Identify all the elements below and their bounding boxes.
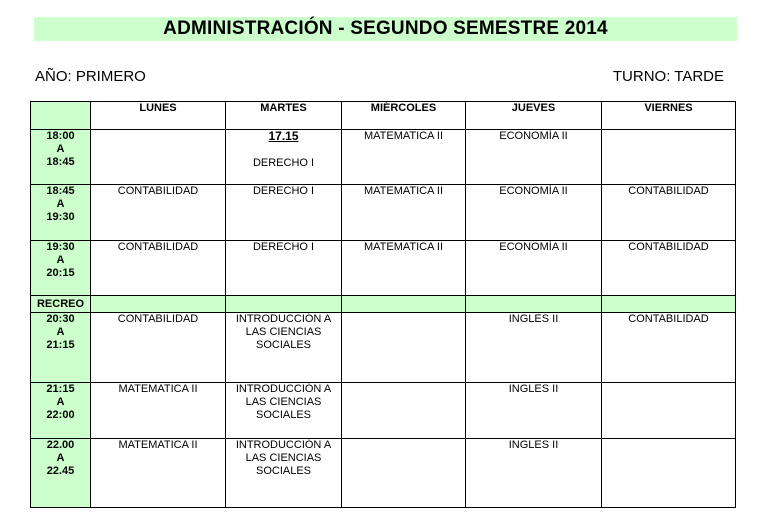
time-slot	[31, 383, 91, 439]
time-slot	[31, 130, 91, 185]
page-title: ADMINISTRACIÓN - SEGUNDO SEMESTRE 2014	[34, 17, 737, 41]
break-label: RECREO	[31, 296, 91, 313]
subject-label: MATEMATICA II	[363, 130, 444, 142]
schedule-row	[31, 185, 736, 241]
time-slot-part: 20:30	[46, 313, 75, 325]
subject-label: MATEMATICA II	[363, 185, 444, 197]
class-cell-lunes	[91, 185, 226, 241]
class-cell-miercoles	[342, 185, 466, 241]
schedule-row	[31, 383, 736, 439]
class-cell-viernes	[602, 130, 736, 185]
class-cell-jueves	[466, 383, 602, 439]
time-slot-part: 18:45	[46, 185, 75, 197]
subject-label: DERECHO I	[252, 241, 315, 253]
schedule-row	[31, 439, 736, 508]
class-cell-martes	[226, 383, 342, 439]
shift-label: TURNO: TARDE	[612, 68, 724, 85]
time-note: 17.15	[268, 129, 299, 143]
subject-label: INGLES II	[508, 439, 559, 451]
subject-label: INTRODUCCIÓN A LAS CIENCIAS SOCIALES	[235, 313, 332, 351]
subject-label: CONTABILIDAD	[117, 185, 199, 197]
break-cell	[342, 296, 466, 313]
subject-label: INTRODUCCIÓN A LAS CIENCIAS SOCIALES	[235, 439, 332, 477]
class-cell-lunes	[91, 383, 226, 439]
class-cell-viernes	[602, 313, 736, 383]
subject-label: INTRODUCCIÓN A LAS CIENCIAS SOCIALES	[235, 383, 332, 421]
break-cell	[226, 296, 342, 313]
day-header-lunes: LUNES	[91, 102, 226, 130]
time-slot-part: 18:45	[46, 156, 75, 168]
subject-label: CONTABILIDAD	[628, 313, 709, 325]
class-cell-lunes	[91, 313, 226, 383]
subject-label: CONTABILIDAD	[117, 241, 199, 253]
break-cell	[602, 296, 736, 313]
break-row	[31, 296, 736, 313]
day-header-miercoles: MIÉRCOLES	[342, 102, 466, 130]
subject-label: MATEMATICA II	[118, 439, 198, 451]
class-cell-miercoles	[342, 241, 466, 296]
time-slot	[31, 439, 91, 508]
subject-label: DERECHO I	[252, 157, 315, 169]
time-slot-part: 19:30	[46, 211, 75, 223]
class-cell-lunes	[91, 241, 226, 296]
time-slot-part: A	[56, 198, 65, 210]
break-cell	[91, 296, 226, 313]
class-cell-miercoles	[342, 439, 466, 508]
class-cell-martes	[226, 439, 342, 508]
header-corner	[31, 102, 91, 130]
time-slot-part: A	[56, 254, 65, 266]
subject-label: ECONOMÍA II	[499, 130, 568, 142]
class-cell-viernes	[602, 439, 736, 508]
class-cell-viernes	[602, 241, 736, 296]
class-cell-martes	[226, 313, 342, 383]
schedule-row	[31, 241, 736, 296]
subject-label: CONTABILIDAD	[117, 313, 199, 325]
subject-label: MATEMATICA II	[118, 383, 198, 395]
subject-label: ECONOMÍA II	[499, 185, 568, 197]
class-cell-martes	[226, 130, 342, 185]
header-row	[31, 102, 736, 130]
class-cell-miercoles	[342, 130, 466, 185]
time-slot-part: 22.45	[46, 465, 75, 477]
year-label: AÑO: PRIMERO	[35, 68, 146, 85]
subject-label: CONTABILIDAD	[628, 241, 709, 253]
class-cell-jueves	[466, 439, 602, 508]
time-slot-part: A	[56, 452, 65, 464]
time-slot-part: 19:30	[46, 241, 75, 253]
schedule-table	[30, 101, 736, 508]
schedule-row	[31, 313, 736, 383]
time-slot	[31, 185, 91, 241]
day-header-martes: MARTES	[226, 102, 342, 130]
day-header-viernes: VIERNES	[602, 102, 736, 130]
time-slot-part: 22.00	[46, 439, 75, 451]
time-slot-part: 22:00	[46, 409, 75, 421]
schedule-row	[31, 130, 736, 185]
class-cell-miercoles	[342, 383, 466, 439]
subject-label: INGLES II	[508, 313, 559, 325]
time-slot-part: A	[56, 326, 65, 338]
time-slot-part: 18:00	[46, 130, 75, 142]
subject-label: CONTABILIDAD	[628, 185, 709, 197]
class-cell-jueves	[466, 185, 602, 241]
class-cell-jueves	[466, 313, 602, 383]
class-cell-martes	[226, 185, 342, 241]
class-cell-viernes	[602, 383, 736, 439]
time-slot-part: 21:15	[46, 339, 75, 351]
time-slot	[31, 241, 91, 296]
time-slot-part: 20:15	[46, 267, 75, 279]
class-cell-lunes	[91, 130, 226, 185]
subject-label: MATEMATICA II	[363, 241, 444, 253]
day-header-jueves: JUEVES	[466, 102, 602, 130]
subject-label: DERECHO I	[252, 185, 315, 197]
class-cell-viernes	[602, 185, 736, 241]
time-slot-part: 21:15	[46, 383, 75, 395]
class-cell-jueves	[466, 241, 602, 296]
subject-label: INGLES II	[508, 383, 559, 395]
class-cell-lunes	[91, 439, 226, 508]
time-slot-part: A	[56, 396, 65, 408]
class-cell-jueves	[466, 130, 602, 185]
subject-label: ECONOMÍA II	[499, 241, 568, 253]
time-slot	[31, 313, 91, 383]
time-slot-part: A	[56, 143, 65, 155]
class-cell-martes	[226, 241, 342, 296]
break-cell	[466, 296, 602, 313]
class-cell-miercoles	[342, 313, 466, 383]
